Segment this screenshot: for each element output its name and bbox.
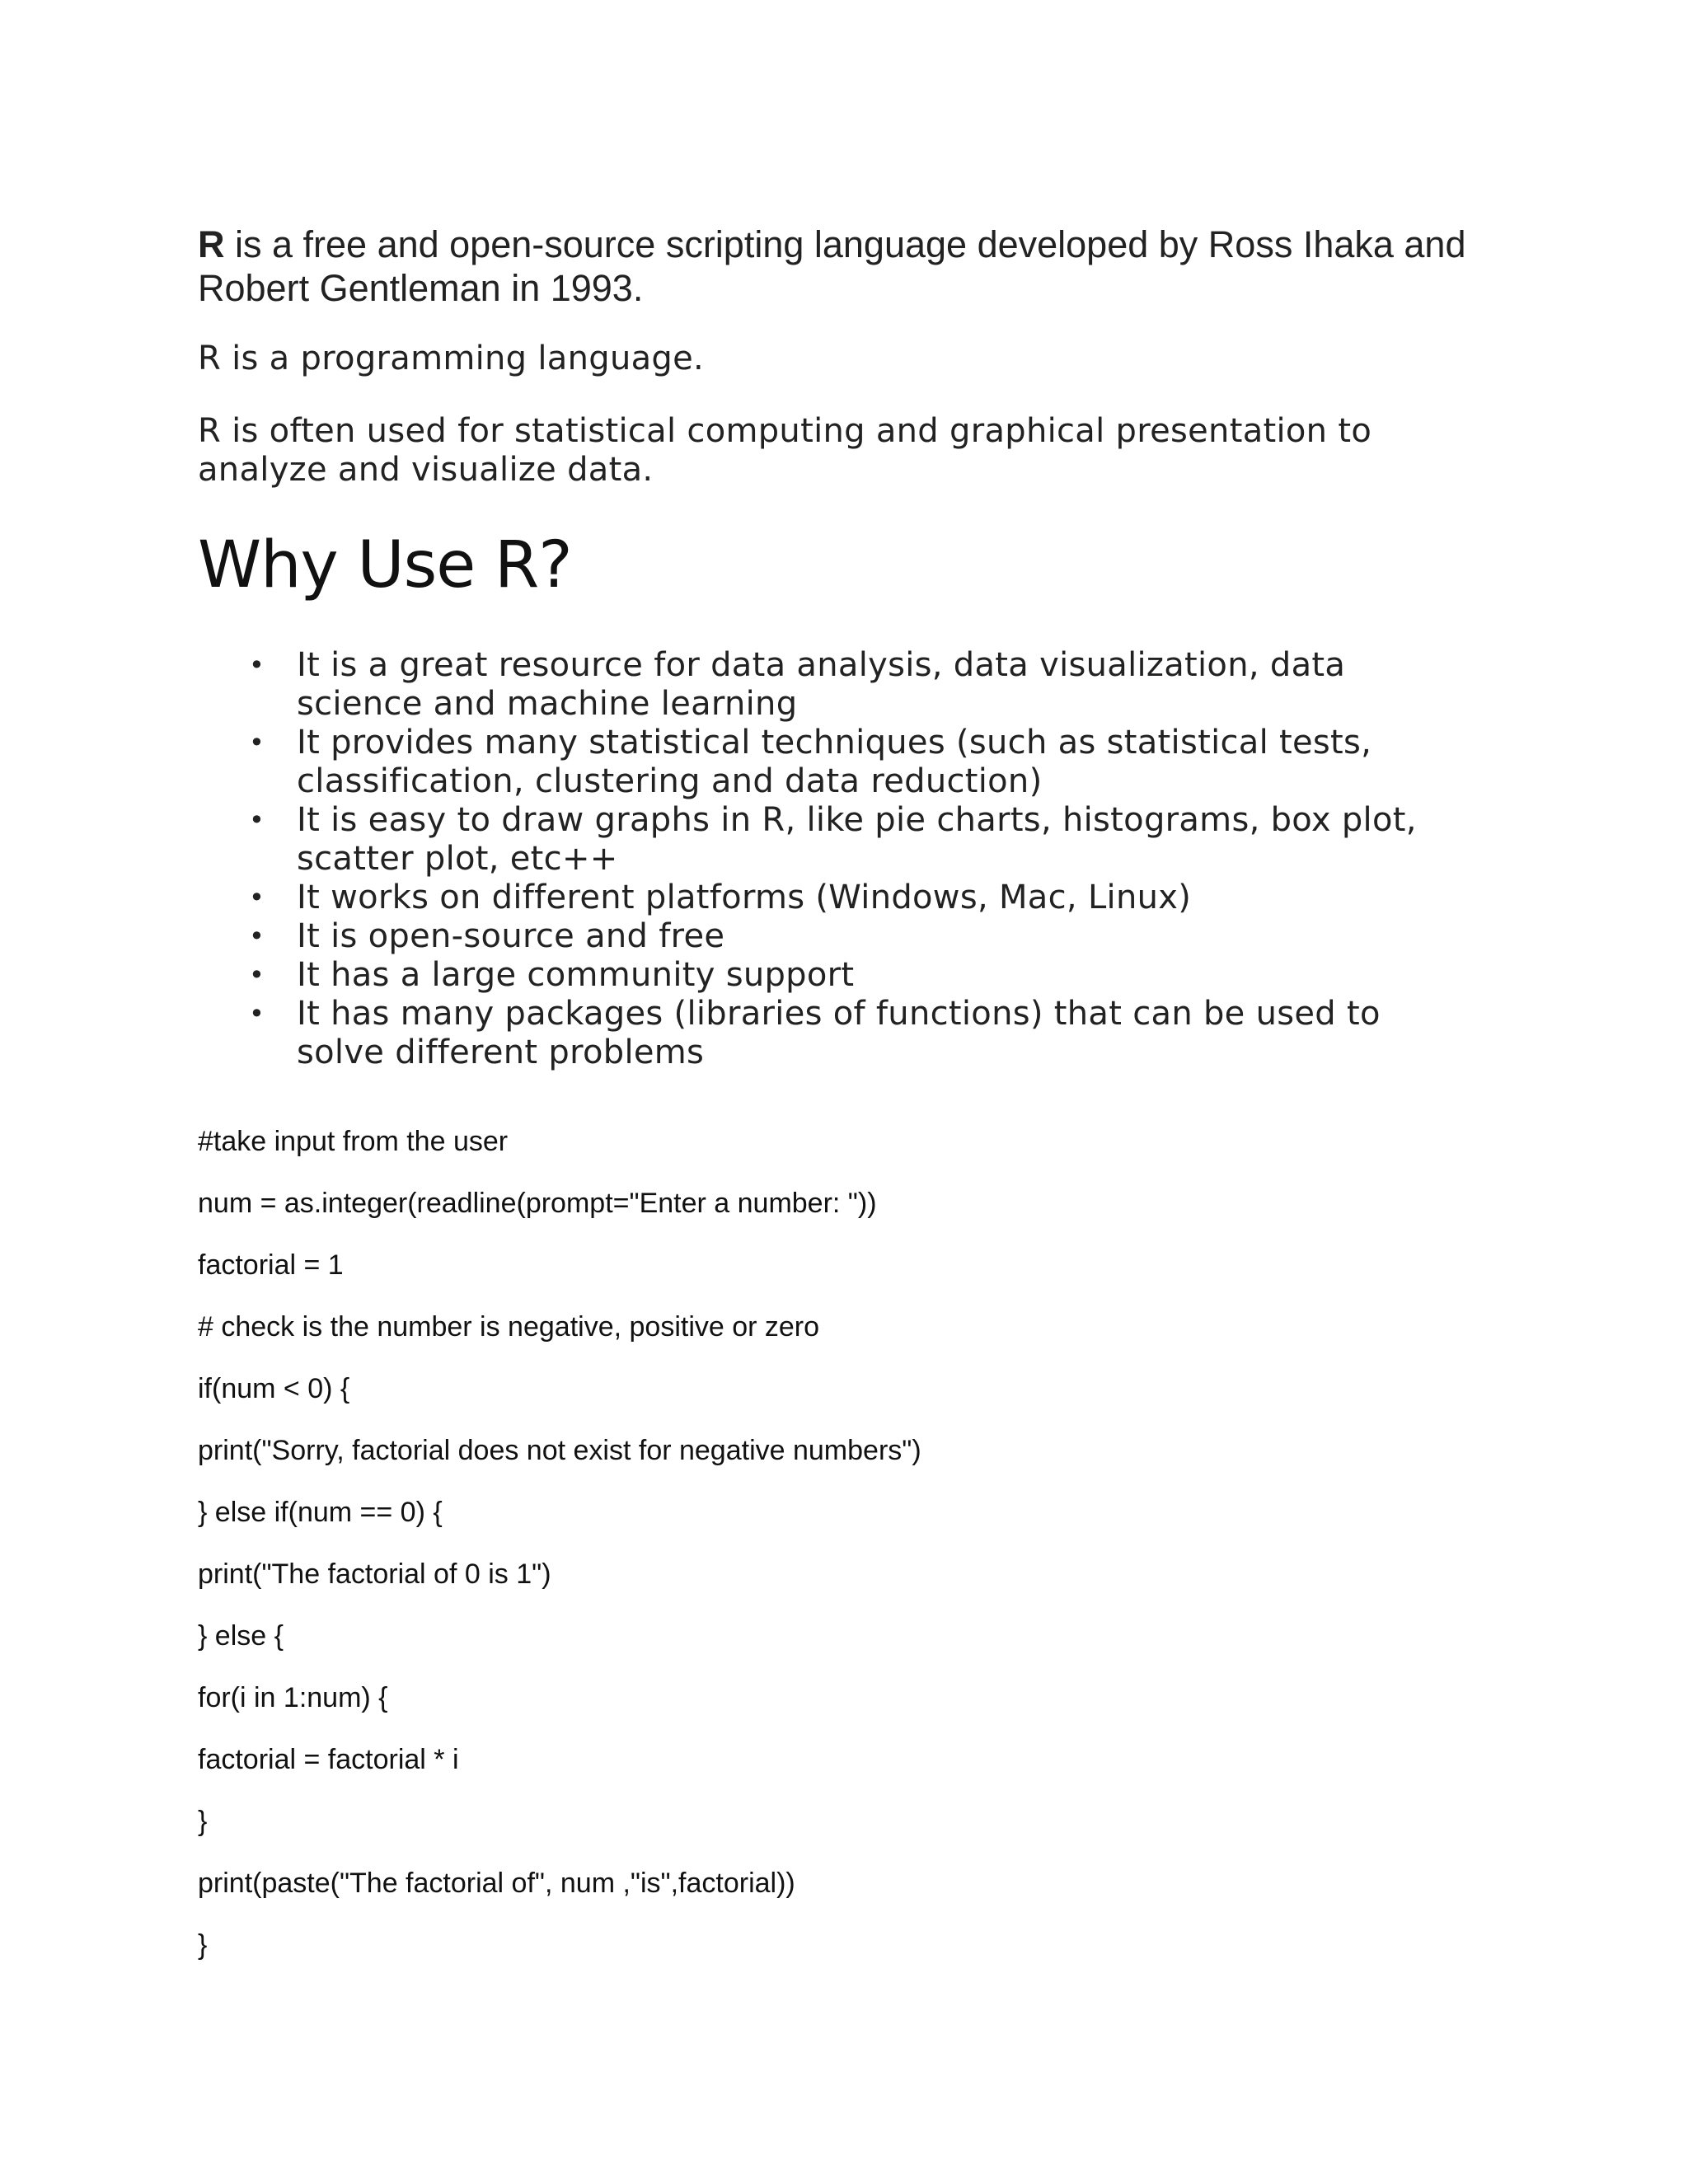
bullet-icon: •: [249, 921, 265, 952]
list-item-text: It works on different platforms (Windows, Mac, Linux): [297, 879, 1192, 916]
intro-bold-letter: R: [198, 223, 225, 265]
list-item-text: It has a large community support: [297, 956, 855, 994]
list-item: [198, 917, 1467, 956]
code-line: if(num < 0) {: [198, 1373, 350, 1404]
list-item-text: It is easy to draw graphs in R, like pie charts, histograms, box plot, scatter plot, etc++: [297, 801, 1417, 878]
reasons-list: [198, 646, 1467, 1072]
bullet-icon: •: [249, 804, 265, 836]
code-line: factorial = 1: [198, 1249, 344, 1281]
code-line: }: [198, 1929, 208, 1961]
list-item-text: It provides many statistical techniques (such as statistical tests, classification, clustering and data reduction): [297, 724, 1372, 800]
section-heading: Why Use R?: [198, 528, 572, 602]
list-item: [198, 646, 1467, 724]
code-block: [198, 1125, 1467, 1961]
list-item: [198, 801, 1467, 879]
bullet-icon: •: [249, 727, 265, 758]
list-item: [198, 995, 1467, 1072]
code-line: print(paste("The factorial of", num ,"is",factorial)): [198, 1868, 795, 1899]
bullet-icon: •: [249, 649, 265, 681]
list-item: [198, 956, 1467, 995]
code-line: # check is the number is negative, positive or zero: [198, 1311, 820, 1343]
list-item-text: It has many packages (libraries of functions) that can be used to solve different problems: [297, 995, 1381, 1071]
bullet-icon: •: [249, 959, 265, 991]
paragraph-statistical-computing: R is often used for statistical computing and graphical presentation to analyze and visualize data.: [198, 412, 1372, 489]
list-item-text: It is a great resource for data analysis, data visualization, data science and machine learning: [297, 646, 1346, 723]
code-line: num = as.integer(readline(prompt="Enter a number: ")): [198, 1188, 877, 1219]
intro-text: is a free and open-source scripting language developed by Ross Ihaka and Robert Gentleman in 1993.: [198, 223, 1466, 309]
list-item: [198, 879, 1467, 917]
bullet-icon: •: [249, 882, 265, 913]
paragraph-programming-language: R is a programming language.: [198, 340, 705, 377]
code-line: } else if(num == 0) {: [198, 1497, 443, 1528]
code-line: #take input from the user: [198, 1126, 509, 1157]
document-page: [198, 223, 1467, 1990]
bullet-icon: •: [249, 998, 265, 1029]
code-line: }: [198, 1806, 208, 1837]
code-line: for(i in 1:num) {: [198, 1682, 388, 1713]
code-line: } else {: [198, 1620, 284, 1652]
intro-paragraph: [198, 223, 1467, 310]
list-item-text: It is open-source and free: [297, 917, 725, 955]
code-line: factorial = factorial * i: [198, 1744, 459, 1775]
code-line: print("The factorial of 0 is 1"): [198, 1558, 551, 1590]
list-item: [198, 724, 1467, 801]
code-line: print("Sorry, factorial does not exist for negative numbers"): [198, 1435, 921, 1466]
